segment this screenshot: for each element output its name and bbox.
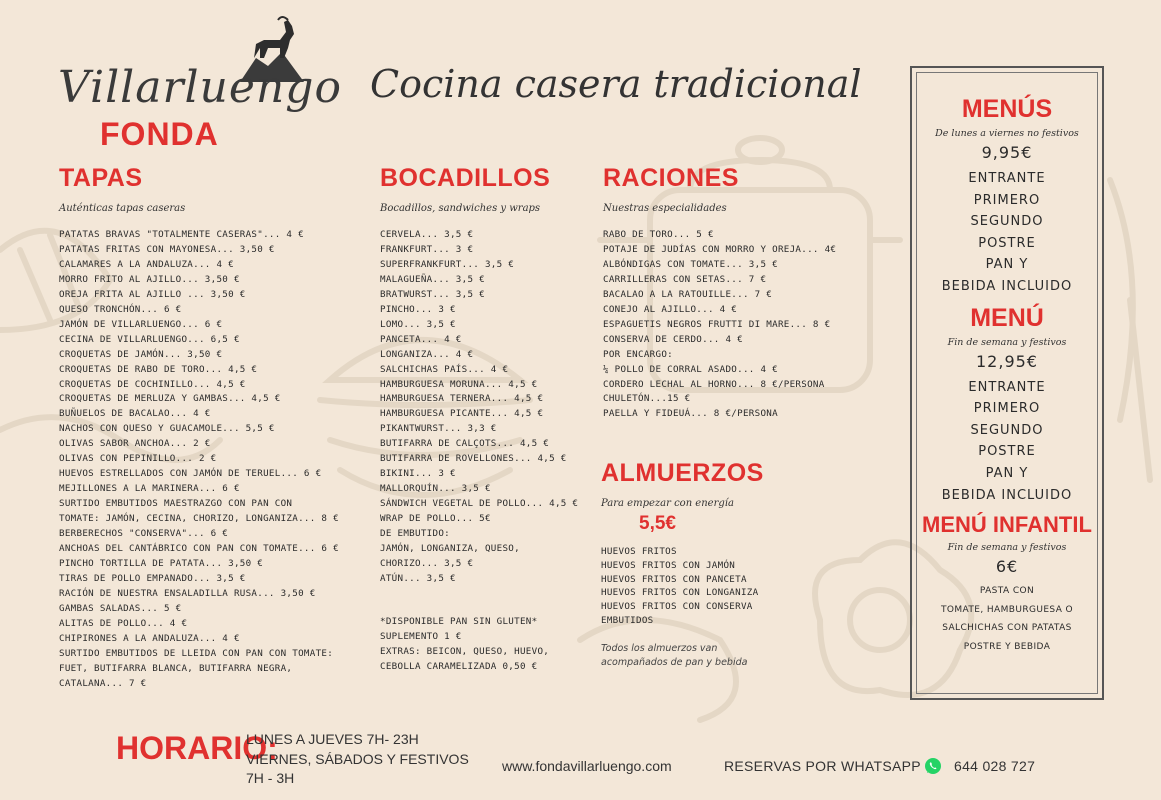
menu-weekend-items	[917, 377, 1097, 507]
bocadillo-item: HAMBURGUESA MORUNA... 4,5 €	[380, 378, 538, 390]
tapas-item: BUÑUELOS DE BACALAO... 4 €	[59, 408, 211, 420]
tapas-item: QUESO TRONCHÓN... 6 €	[59, 303, 182, 315]
menu-infantil-title: MENÚ INFANTIL	[922, 512, 1092, 538]
bocadillo-item: MALLORQUÍN... 3,5 €	[380, 483, 491, 495]
racion-item: BACALAO A LA RATOUILLE... 7 €	[603, 288, 773, 300]
raciones-list	[603, 228, 836, 422]
bocadillo-item: WRAP DE POLLO... 5€	[380, 513, 491, 525]
almuerzos-note-line: acompañados de pan y bebida	[601, 656, 748, 668]
horario-line: LUNES A JUEVES 7H- 23H	[246, 731, 419, 747]
bocadillo-item: CHORIZO... 3,5 €	[380, 557, 474, 569]
bocadillo-item: ATÚN... 3,5 €	[380, 572, 456, 584]
menu-infantil-subtitle: Fin de semana y festivos	[947, 542, 1067, 554]
tapas-item: CATALANA... 7 €	[59, 677, 147, 689]
menu-infantil-item: SALCHICHAS CON PATATAS	[942, 623, 1072, 634]
reservas-label: RESERVAS POR WHATSAPP	[724, 758, 921, 774]
racion-item: ALBÓNDIGAS CON TOMATE... 3,5 €	[603, 258, 778, 270]
bocadillo-item: PANCETA... 4 €	[380, 333, 462, 345]
menu-weekday-item: PAN Y	[985, 257, 1029, 273]
horario-line: VIERNES, SÁBADOS Y FESTIVOS	[246, 750, 469, 767]
tapas-item: CROQUETAS DE COCHINILLO... 4,5 €	[59, 378, 246, 390]
almuerzo-item: HUEVOS FRITOS CON JAMÓN	[601, 559, 736, 571]
tapas-section	[59, 164, 339, 692]
menu-weekday-price: 9,95€	[981, 143, 1033, 162]
menu-weekend-item: BEBIDA INCLUIDO	[941, 487, 1073, 503]
bocadillo-item: PINCHO... 3 €	[380, 303, 456, 315]
almuerzos-price: 5,5€	[639, 513, 676, 534]
tapas-item: MEJILLONES A LA MARINERA... 6 €	[59, 483, 240, 495]
tapas-item: CROQUETAS DE JAMÓN... 3,50 €	[59, 348, 223, 360]
bocadillo-item: BUTIFARRA DE ROVELLONES... 4,5 €	[380, 453, 567, 465]
menus-panel	[916, 72, 1098, 694]
tapas-item: BERBERECHOS "CONSERVA"... 6 €	[59, 528, 229, 540]
bocadillo-item: FRANKFURT... 3 €	[380, 243, 474, 255]
almuerzo-item: HUEVOS FRITOS CON PANCETA	[601, 573, 747, 585]
racion-item: RABO DE TORO... 5 €	[603, 229, 714, 240]
menu-infantil-item: POSTRE Y BEBIDA	[963, 641, 1051, 652]
tapas-item: CALAMARES A LA ANDALUZA... 4 €	[59, 258, 234, 270]
menu-infantil	[917, 512, 1097, 656]
racion-item: CARRILLERAS CON SETAS... 7 €	[603, 273, 767, 285]
racion-item: CONSERVA DE CERDO... 4 €	[603, 333, 743, 345]
raciones-subtitle: Nuestras especialidades	[603, 203, 727, 214]
tapas-item: HUEVOS ESTRELLADOS CON JAMÓN DE TERUEL... 6 €	[59, 468, 322, 480]
tapas-item: OLIVAS SABOR ANCHOA... 2 €	[59, 438, 211, 450]
menu-weekend-price: 12,95€	[976, 351, 1038, 371]
menu-weekday-item: PRIMERO	[973, 192, 1041, 208]
tapas-item: OLIVAS CON PEPINILLO... 2 €	[59, 453, 217, 465]
racion-item: CORDERO LECHAL AL HORNO... 8 €/PERSONA	[603, 378, 825, 390]
bocadillos-list	[380, 228, 578, 587]
horario-lines	[246, 730, 469, 789]
raciones-title: RACIONES	[603, 164, 739, 192]
menu-weekend-item: POSTRE	[978, 444, 1036, 460]
bocadillo-extra-line: EXTRAS: BEICON, QUESO, HUEVO,	[380, 645, 550, 657]
logo-fonda: FONDA	[100, 116, 219, 152]
logo-script-name: Villarluengo	[58, 62, 342, 113]
bocadillos-subtitle: Bocadillos, sandwiches y wraps	[380, 203, 541, 214]
bocadillo-item: HAMBURGUESA PICANTE... 4,5 €	[380, 408, 544, 420]
menu-weekend-item: ENTRANTE	[968, 379, 1046, 395]
bocadillo-item: MALAGUEÑA... 3,5 €	[380, 273, 485, 285]
tapas-item: SURTIDO EMBUTIDOS MAESTRAZGO CON PAN CON	[59, 498, 293, 510]
menu-weekday-title: MENÚS	[961, 95, 1053, 123]
menu-weekend-subtitle: Fin de semana y festivos	[947, 336, 1067, 348]
tapas-item: PINCHO TORTILLA DE PATATA... 3,50 €	[59, 557, 264, 569]
phone-number[interactable]: 644 028 727	[954, 758, 1036, 774]
bocadillo-item: DE EMBUTIDO:	[380, 528, 450, 540]
bocadillos-title: BOCADILLOS	[380, 164, 551, 192]
almuerzo-item: HUEVOS FRITOS CON CONSERVA	[601, 601, 753, 613]
raciones-section	[603, 164, 836, 422]
almuerzos-title: ALMUERZOS	[601, 459, 764, 487]
bocadillo-item: LONGANIZA... 4 €	[380, 348, 474, 360]
menu-weekday-item: POSTRE	[978, 235, 1036, 251]
tapas-item: TOMATE: JAMÓN, CECINA, CHORIZO, LONGANIZA... 8 €	[59, 513, 339, 525]
racion-item: CHULETÓN...15 €	[603, 393, 691, 405]
whatsapp-icon[interactable]	[924, 757, 942, 775]
racion-item: ¼ POLLO DE CORRAL ASADO... 4 €	[603, 363, 778, 375]
horario-line: 7H - 3H	[246, 770, 295, 786]
menu-weekend	[917, 304, 1097, 507]
racion-item: PAELLA Y FIDEUÁ... 8 €/PERSONA	[603, 408, 778, 420]
tapas-item: CROQUETAS DE RABO DE TORO... 4,5 €	[59, 363, 258, 375]
tapas-item: PATATAS BRAVAS "TOTALMENTE CASERAS"... 4 €	[59, 229, 304, 240]
tapas-item: GAMBAS SALADAS... 5 €	[59, 602, 182, 614]
bocadillo-item: BUTIFARRA DE CALÇOTS... 4,5 €	[380, 438, 550, 450]
bocadillo-item: PIKANTWURST... 3,3 €	[380, 423, 497, 435]
menu-weekday-item: SEGUNDO	[970, 214, 1044, 230]
almuerzos-note-line: Todos los almuerzos van	[601, 642, 718, 654]
almuerzos-note	[601, 642, 764, 670]
tapas-item: MORRO FRITO AL AJILLO... 3,50 €	[59, 273, 240, 285]
almuerzo-item: HUEVOS FRITOS CON LONGANIZA	[601, 587, 759, 599]
bocadillo-item: SUPERFRANKFURT... 3,5 €	[380, 258, 515, 270]
racion-item: POTAJE DE JUDÍAS CON MORRO Y OREJA... 4€	[603, 243, 837, 255]
menu-weekday-item: ENTRANTE	[968, 171, 1046, 186]
bocadillo-item: CERVELA... 3,5 €	[380, 229, 474, 240]
tagline: Cocina casera tradicional	[370, 62, 862, 106]
bocadillo-item: SÁNDWICH VEGETAL DE POLLO... 4,5 €	[380, 498, 579, 510]
menu-infantil-item: TOMATE, HAMBURGUESA O	[940, 604, 1074, 615]
bocadillo-item: JAMÓN, LONGANIZA, QUESO,	[380, 543, 520, 555]
tapas-item: ALITAS DE POLLO... 4 €	[59, 617, 188, 629]
menu-weekend-item: PAN Y	[985, 465, 1029, 481]
bocadillo-extra-line: CEBOLLA CARAMELIZADA 0,50 €	[380, 660, 538, 672]
tapas-subtitle: Auténticas tapas caseras	[59, 203, 186, 214]
tapas-item: PATATAS FRITAS CON MAYONESA... 3,50 €	[59, 243, 275, 255]
menu-infantil-items	[917, 582, 1097, 656]
tapas-item: CHIPIRONES A LA ANDALUZA... 4 €	[59, 632, 240, 644]
bocadillo-extra-line: SUPLEMENTO 1 €	[380, 630, 462, 642]
bocadillo-item: BIKINI... 3 €	[380, 468, 456, 480]
menu-weekend-item: PRIMERO	[973, 401, 1041, 417]
almuerzo-item: HUEVOS FRITOS	[601, 546, 677, 557]
racion-item: CONEJO AL AJILLO... 4 €	[603, 303, 738, 315]
menu-infantil-item: PASTA CON	[979, 586, 1035, 597]
almuerzos-list	[601, 545, 764, 628]
menu-weekday	[917, 95, 1097, 298]
bocadillo-item: BRATWURST... 3,5 €	[380, 288, 485, 300]
bocadillo-item: LOMO... 3,5 €	[380, 318, 456, 330]
bocadillo-item: SALCHICHAS PAÍS... 4 €	[380, 363, 509, 375]
tapas-item: SURTIDO EMBUTIDOS DE LLEIDA CON PAN CON TOMATE:	[59, 647, 334, 659]
bocadillo-item: HAMBURGUESA TERNERA... 4,5 €	[380, 393, 544, 405]
tapas-title: TAPAS	[59, 164, 143, 192]
tapas-item: NACHOS CON QUESO Y GUACAMOLE... 5,5 €	[59, 423, 275, 435]
bocadillos-section	[380, 164, 578, 675]
almuerzos-section	[601, 459, 764, 670]
tapas-item: CROQUETAS DE MERLUZA Y GAMBAS... 4,5 €	[59, 393, 281, 405]
bocadillo-extra-line: *DISPONIBLE PAN SIN GLUTEN*	[380, 615, 538, 627]
horario-title: HORARIO:	[116, 730, 278, 766]
tapas-item: TIRAS DE POLLO EMPANADO... 3,5 €	[59, 572, 246, 584]
tapas-item: ANCHOAS DEL CANTÁBRICO CON PAN CON TOMATE... 6 €	[59, 543, 339, 555]
tapas-item: JAMÓN DE VILLARLUENGO... 6 €	[59, 318, 223, 330]
racion-item: ESPAGUETIS NEGROS FRUTTI DI MARE... 8 €	[603, 318, 831, 330]
menu-weekday-item: BEBIDA INCLUIDO	[941, 278, 1073, 294]
menu-infantil-price: 6€	[995, 557, 1019, 577]
tapas-list	[59, 228, 339, 692]
menu-weekday-subtitle: De lunes a viernes no festivos	[935, 128, 1079, 139]
menu-weekend-title: MENÚ	[970, 303, 1044, 332]
menu-weekend-item: SEGUNDO	[970, 422, 1044, 438]
racion-item: POR ENCARGO:	[603, 348, 673, 360]
bocadillos-extras	[380, 615, 578, 675]
almuerzos-subtitle: Para empezar con energía	[601, 498, 734, 509]
tapas-item: OREJA FRITA AL AJILLO ... 3,50 €	[59, 288, 246, 300]
almuerzo-item: EMBUTIDOS	[601, 614, 654, 626]
website-link[interactable]: www.fondavillarluengo.com	[502, 758, 672, 774]
tapas-item: FUET, BUTIFARRA BLANCA, BUTIFARRA NEGRA,	[59, 662, 293, 674]
tapas-item: CECINA DE VILLARLUENGO... 6,5 €	[59, 333, 240, 345]
tapas-item: RACIÓN DE NUESTRA ENSALADILLA RUSA... 3,50 €	[59, 587, 316, 599]
menu-weekday-items	[917, 168, 1097, 298]
